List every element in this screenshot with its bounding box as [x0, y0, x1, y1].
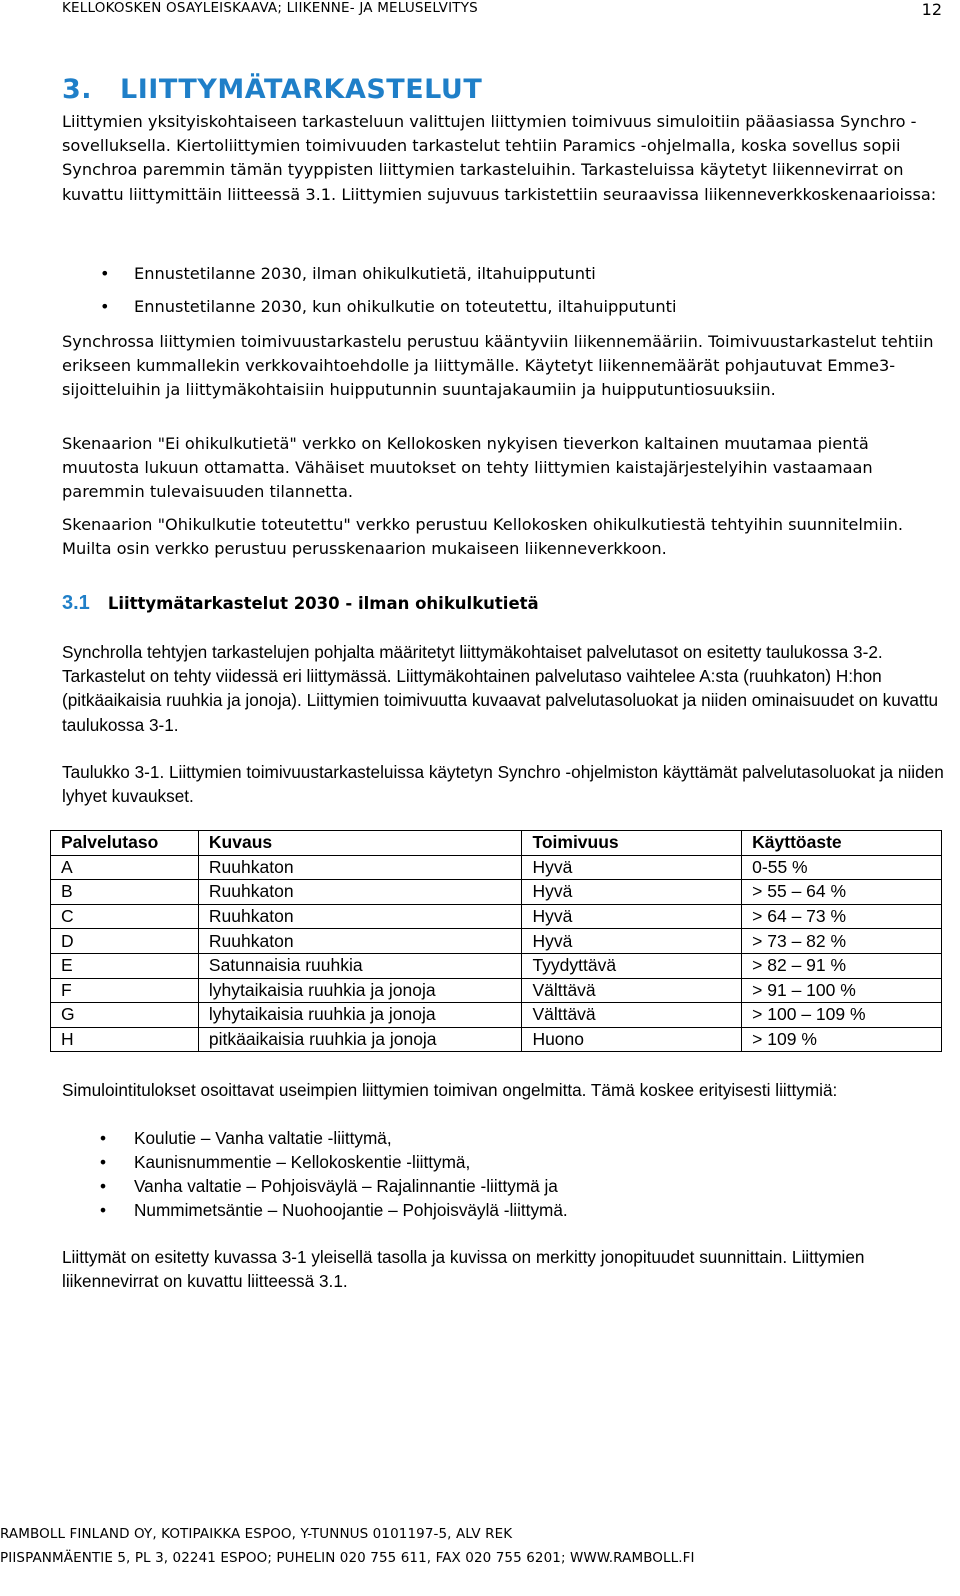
table-row: [51, 929, 942, 954]
table-cell: Välttävä: [522, 978, 742, 1003]
subsection-paragraph: Synchrolla tehtyjen tarkastelujen pohjalta määritetyt liittymäkohtaiset palvelutasot on esitetty taulukossa 3-2. Tarkastelut on tehty viidessä eri liittymässä. Liittymäkohtainen palvelutaso vaihtelee A:sta (ruuhkaton) H:hon (pitkäaikaisia ruuhkia ja jonoja). Liittymien toimivuutta kuvaavat palvelutasoluokat ja niiden ominaisuudet on kuvattu taulukossa 3-1.: [62, 642, 939, 735]
subsection-paragraph: Liittymät on esitetty kuvassa 3-1 yleisellä tasolla ja kuvissa on merkitty jonopituudet suunnittain. Liittymien liikennevirrat on kuvattu liitteessä 3.1.: [62, 1247, 865, 1292]
table-cell: Hyvä: [522, 904, 742, 929]
table-caption: Taulukko 3-1. Liittymien toimivuustarkasteluissa käytetyn Synchro -ohjelmiston käyttämät palvelutasoluokat ja niiden lyhyet kuvaukset.: [62, 762, 944, 807]
table-cell: E: [51, 953, 199, 978]
table-cell: A: [51, 855, 199, 880]
table-cell: Hyvä: [522, 929, 742, 954]
subsection-heading: [62, 592, 539, 615]
section-number: 3.: [62, 74, 93, 105]
bullet-icon: •: [100, 264, 110, 283]
table-row: [51, 855, 942, 880]
column-header: Kuvaus: [198, 831, 522, 856]
column-header: Toimivuus: [522, 831, 742, 856]
table-cell: Ruuhkaton: [198, 855, 522, 880]
table-cell: Huono: [522, 1027, 742, 1052]
table-cell: Ruuhkaton: [198, 880, 522, 905]
table-cell: Välttävä: [522, 1003, 742, 1028]
table-cell: > 55 – 64 %: [742, 880, 942, 905]
table-row: [51, 1003, 942, 1028]
table-cell: G: [51, 1003, 199, 1028]
table-cell: F: [51, 978, 199, 1003]
table-cell: lyhytaikaisia ruuhkia ja jonoja: [198, 978, 522, 1003]
table-cell: 0-55 %: [742, 855, 942, 880]
table-cell: lyhytaikaisia ruuhkia ja jonoja: [198, 1003, 522, 1028]
table-row: [51, 880, 942, 905]
table-cell: Tyydyttävä: [522, 953, 742, 978]
table-cell: Satunnaisia ruuhkia: [198, 953, 522, 978]
table-cell: H: [51, 1027, 199, 1052]
section-title: LIITTYMÄTARKASTELUT: [120, 74, 483, 105]
section-heading: [62, 74, 482, 105]
table-row: [51, 953, 942, 978]
page-number: 12: [921, 0, 942, 19]
column-header: Käyttöaste: [742, 831, 942, 856]
footer-line: RAMBOLL FINLAND OY, KOTIPAIKKA ESPOO, Y-TUNNUS 0101197-5, ALV REK: [0, 1526, 513, 1542]
footer-line: PIISPANMÄENTIE 5, PL 3, 02241 ESPOO; PUHELIN 020 755 611, FAX 020 755 6201; WWW.RAMBOLL.FI: [0, 1550, 695, 1566]
section-paragraph: Skenaarion "Ohikulkutie toteutettu" verkko perustuu Kellokosken ohikulkutiestä tehtyihin suunnitelmiin. Muilta osin verkko perustuu perusskenaarion mukaiseen liikenneverkkoon.: [62, 515, 904, 559]
bullet-icon: •: [100, 297, 110, 316]
table-cell: > 100 – 109 %: [742, 1003, 942, 1028]
section-intro: Liittymien yksityiskohtaiseen tarkasteluun valittujen liittymien toimivuus simuloitiin pääasiassa Synchro -sovelluksella. Kiertoliittymien toimivuuden tarkastelut tehtiin Paramics -ohjelmalla, koska sovellus sopii Synchroa paremmin tämän tyyppisten liittymien tarkasteluihin. Tarkasteluissa käytetyt liikennevirrat on kuvattu liittymittäin liitteessä 3.1. Liittymien sujuvuus tarkistettiin seuraavissa liikenneverkkoskenaarioissa:: [62, 112, 937, 204]
subsection-number: 3.1: [62, 592, 90, 614]
table-row: [51, 978, 942, 1003]
bullet-icon: •: [100, 1128, 107, 1148]
column-header: Palvelutaso: [51, 831, 199, 856]
bullet-icon: •: [100, 1152, 107, 1172]
bullet-icon: •: [100, 1176, 107, 1196]
subsection-paragraph: Simulointitulokset osoittavat useimpien liittymien toimivan ongelmitta. Tämä koskee erityisesti liittymiä:: [62, 1080, 838, 1100]
table-cell: Hyvä: [522, 880, 742, 905]
table-cell: pitkäaikaisia ruuhkia ja jonoja: [198, 1027, 522, 1052]
page-header-title: KELLOKOSKEN OSAYLEISKAAVA; LIIKENNE- JA MELUSELVITYS: [62, 0, 478, 16]
table-cell: > 109 %: [742, 1027, 942, 1052]
table-cell: > 73 – 82 %: [742, 929, 942, 954]
table-cell: > 91 – 100 %: [742, 978, 942, 1003]
subsection-title: Liittymätarkastelut 2030 - ilman ohikulkutietä: [107, 594, 539, 613]
section-paragraph: Skenaarion "Ei ohikulkutietä" verkko on Kellokosken nykyisen tieverkon kaltainen muutamaa pientä muutosta lukuun ottamatta. Vähäiset muutokset on tehty liittymien kaistajärjestelyihin vastaamaan paremmin tulevaisuuden tilannetta.: [62, 434, 873, 502]
table-header-row: [51, 831, 942, 856]
table-cell: B: [51, 880, 199, 905]
table-cell: Hyvä: [522, 855, 742, 880]
table-cell: C: [51, 904, 199, 929]
section-paragraph: Synchrossa liittymien toimivuustarkastelu perustuu kääntyviin liikennemääriin. Toimivuustarkastelut tehtiin erikseen kummallekin verkkovaihtoehdolle ja liittymälle. Käytetyt liikennemäärät pohjautuvat Emme3-sijoitteluihin ja liittymäkohtaisiin huipputunnin suuntajakaumiin ja huipputuntiosuuksiin.: [62, 332, 934, 400]
table-row: [51, 904, 942, 929]
table-cell: Ruuhkaton: [198, 929, 522, 954]
bullet-icon: •: [100, 1200, 107, 1220]
table-cell: Ruuhkaton: [198, 904, 522, 929]
table-cell: > 82 – 91 %: [742, 953, 942, 978]
table-row: [51, 1027, 942, 1052]
service-level-table: [50, 830, 942, 1052]
table-cell: D: [51, 929, 199, 954]
table-cell: > 64 – 73 %: [742, 904, 942, 929]
